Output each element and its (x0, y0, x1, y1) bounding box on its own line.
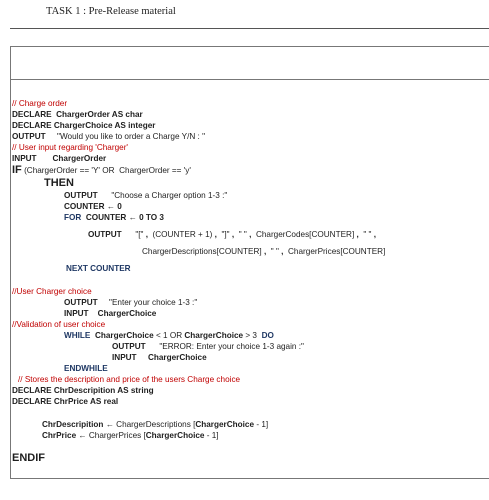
code-line (12, 153, 489, 164)
code-text: "Would you like to order a Charge Y/N : " (57, 132, 206, 141)
keyword: INPUT (112, 353, 137, 362)
code-text: < 1 OR (155, 331, 183, 340)
code-text: "[" (135, 230, 144, 239)
keyword: OUTPUT (88, 230, 122, 239)
header-divider (10, 28, 489, 29)
code-text: ChrDescripition (42, 420, 104, 429)
code-text: (COUNTER + 1) (152, 230, 213, 239)
code-text: ← ChargerDescriptions [ (105, 420, 196, 429)
keyword: FOR (64, 213, 82, 222)
code-text: ChargerChoice (147, 353, 207, 362)
code-text: ChrPrice (42, 431, 77, 440)
code-line (12, 131, 489, 142)
code-line: ENDWHILE (64, 364, 108, 373)
code-line: DECLARE ChargerOrder AS char (12, 110, 143, 119)
code-line: COUNTER ← 0 (64, 202, 122, 211)
code-text: "]" (221, 230, 230, 239)
code-text: " " (363, 230, 372, 239)
keyword: OUTPUT (12, 132, 46, 141)
code-text: (ChargerOrder == 'Y' OR ChargerOrder == 'y' (24, 166, 191, 175)
code-text: ChargerChoice (145, 431, 205, 440)
comment-line: //User Charger choice (12, 287, 92, 296)
keyword: THEN (44, 177, 74, 189)
keyword: INPUT (64, 309, 89, 318)
code-text: " " (270, 247, 279, 256)
code-text: - 1] (256, 420, 269, 429)
code-line (12, 177, 489, 190)
code-line: DECLARE ChargerChoice AS integer (12, 121, 156, 130)
code-line: ChargerDescriptions[COUNTER] , " " , ChargerPrices[COUNTER] (142, 247, 386, 256)
code-text: "Enter your choice 1-3 :" (109, 298, 198, 307)
code-line (12, 341, 489, 352)
code-text: "ERROR: Enter your choice 1-3 again :" (159, 342, 304, 351)
code-text: ChargerCodes[COUNTER] (255, 230, 355, 239)
keyword: OUTPUT (64, 298, 98, 307)
code-line: ENDIF (12, 452, 45, 464)
code-line: NEXT COUNTER (66, 264, 131, 273)
code-text: ← ChargerPrices [ (78, 431, 146, 440)
code-text: "Choose a Charger option 1-3 :" (111, 191, 228, 200)
code-text: ChargerChoice (94, 331, 154, 340)
code-text: ChargerChoice (97, 309, 157, 318)
code-line (12, 297, 489, 308)
comment-line: // Stores the description and price of the users Charge choice (18, 375, 241, 384)
code-line (12, 190, 489, 201)
code-text: ChargerOrder (52, 154, 107, 163)
code-line: DECLARE ChrDescripition AS string (12, 386, 154, 395)
code-line (12, 330, 489, 341)
code-text: ChargerChoice (195, 420, 255, 429)
code-line (12, 212, 489, 223)
keyword: INPUT (12, 154, 37, 163)
code-line (12, 419, 489, 430)
code-line: DECLARE ChrPrice AS real (12, 397, 119, 406)
code-line (12, 430, 489, 441)
keyword: OUTPUT (112, 342, 146, 351)
code-line (12, 164, 489, 177)
code-text: > 3 (245, 331, 257, 340)
code-text: " " (238, 230, 247, 239)
keyword: OUTPUT (64, 191, 98, 200)
comment-line: //Validation of user choice (12, 320, 106, 329)
code-text: ChargerChoice (184, 331, 244, 340)
code-text: ChargerPrices[COUNTER] (288, 247, 386, 256)
comment-line: // User input regarding 'Charger' (12, 143, 128, 152)
code-text: COUNTER ← 0 TO 3 (85, 213, 164, 222)
code-line (12, 308, 489, 319)
code-text: - 1] (206, 431, 219, 440)
pseudocode-block (12, 98, 489, 464)
code-line: OUTPUT "[" , (COUNTER + 1) , "]" , " " , ChargerCodes[COUNTER] , " " , (88, 230, 376, 239)
keyword: DO (261, 331, 274, 340)
keyword: WHILE (64, 331, 91, 340)
keyword: IF (12, 164, 22, 176)
comment-line: // Charge order (12, 99, 68, 108)
code-text: ChargerDescriptions[COUNTER] (142, 247, 262, 256)
code-line (12, 352, 489, 363)
document-header-title: TASK 1 : Pre-Release material (46, 6, 176, 17)
empty-table-row (10, 46, 489, 80)
